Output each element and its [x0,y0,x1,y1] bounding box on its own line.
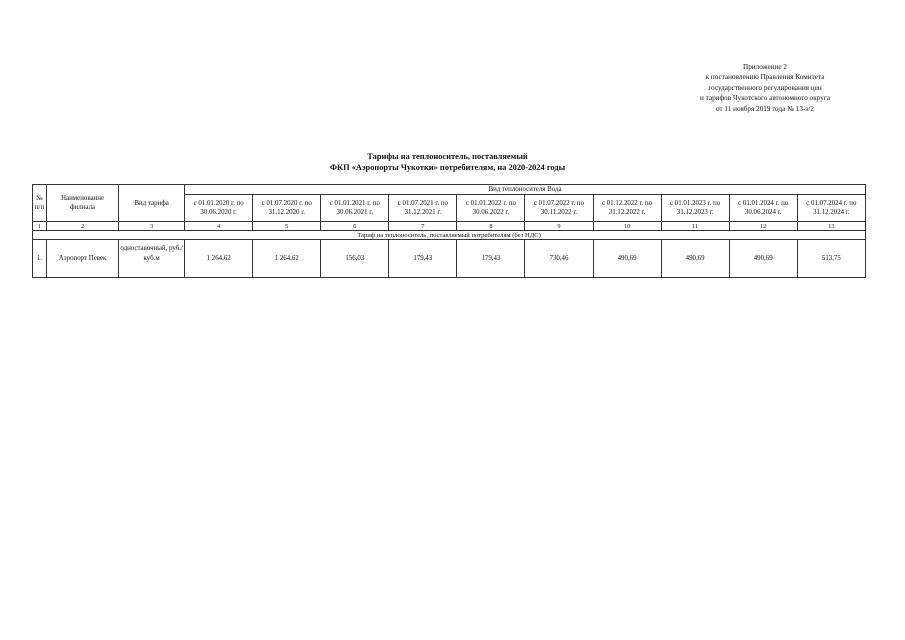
header-period: с 01.07.2022 г. по 30.11.2022 г. [525,195,593,222]
header-period: с 01.01.2021 г. по 30.06.2021 г. [321,195,389,222]
column-number: 3 [119,222,185,231]
column-number: 11 [661,222,729,231]
column-number: 5 [253,222,321,231]
row-value: 179,43 [457,240,525,278]
header-number: № п/п [33,185,47,222]
section-row [33,231,866,240]
row-value: 156,03 [321,240,389,278]
document-title [200,151,695,173]
appendix-line: государственного регулирования цен [708,83,822,92]
row-value: 1 264,62 [185,240,253,278]
header-period: с 01.01.2022 г. по 30.06.2022 г. [457,195,525,222]
column-number: 13 [797,222,865,231]
title-line-2: ФКП «Аэропорты Чукотки» потребителям, на 2020-2024 годы [329,163,566,172]
header-period: с 01.12.2022 г. по 31.12.2022 г. [593,195,661,222]
row-value: 1 264,62 [253,240,321,278]
header-period: с 01.01.2020 г. по 30.06.2020 г. [185,195,253,222]
title-line-1: Тарифы на теплоноситель, поставляемый [367,152,528,161]
appendix-line: от 11 ноября 2019 года № 13-э/2 [716,104,814,113]
column-number-row [33,222,866,231]
row-value: 490,69 [661,240,729,278]
table-row [33,240,866,278]
column-number: 12 [729,222,797,231]
header-branch: Наименоваине филиала [47,185,119,222]
header-coolant-type: Вид теплоносителя Вода [185,185,866,195]
column-number: 6 [321,222,389,231]
row-value: 513,75 [797,240,865,278]
header-period: с 01.07.2021 г. по 31.12.2021 г. [389,195,457,222]
header-period: с 01.01.2024 г. по 30.06.2024 г. [729,195,797,222]
header-row-group [33,185,866,195]
row-branch: Аэропорт Певек [47,240,119,278]
appendix-line: к постановлению Правления Комитета [705,73,825,82]
column-number: 9 [525,222,593,231]
row-value: 490,69 [729,240,797,278]
column-number: 1 [33,222,47,231]
section-label: Тариф на теплоноситель, поставляемый потребителям (без НДС) [33,231,866,240]
tariff-table [32,184,866,278]
row-number: 1. [33,240,47,278]
column-number: 10 [593,222,661,231]
appendix-line: и тарифов Чукотского автономного округа [700,94,830,103]
header-period: с 01.07.2020 г. по 31.12.2020 г. [253,195,321,222]
row-tariff-type: одноставочный, руб./куб.м [119,240,185,278]
column-number: 2 [47,222,119,231]
header-period: с 01.01.2023 г. по 31.12.2023 г. [661,195,729,222]
appendix-line: Приложение 2 [743,63,787,71]
header-period: с 01.07.2024 г. по 31.12.2024 г. [797,195,865,222]
column-number: 7 [389,222,457,231]
row-value: 490,69 [593,240,661,278]
column-number: 8 [457,222,525,231]
row-value: 179,43 [389,240,457,278]
appendix-block [660,62,870,114]
row-value: 730,46 [525,240,593,278]
column-number: 4 [185,222,253,231]
header-tariff-type: Вид тарифа [119,185,185,222]
